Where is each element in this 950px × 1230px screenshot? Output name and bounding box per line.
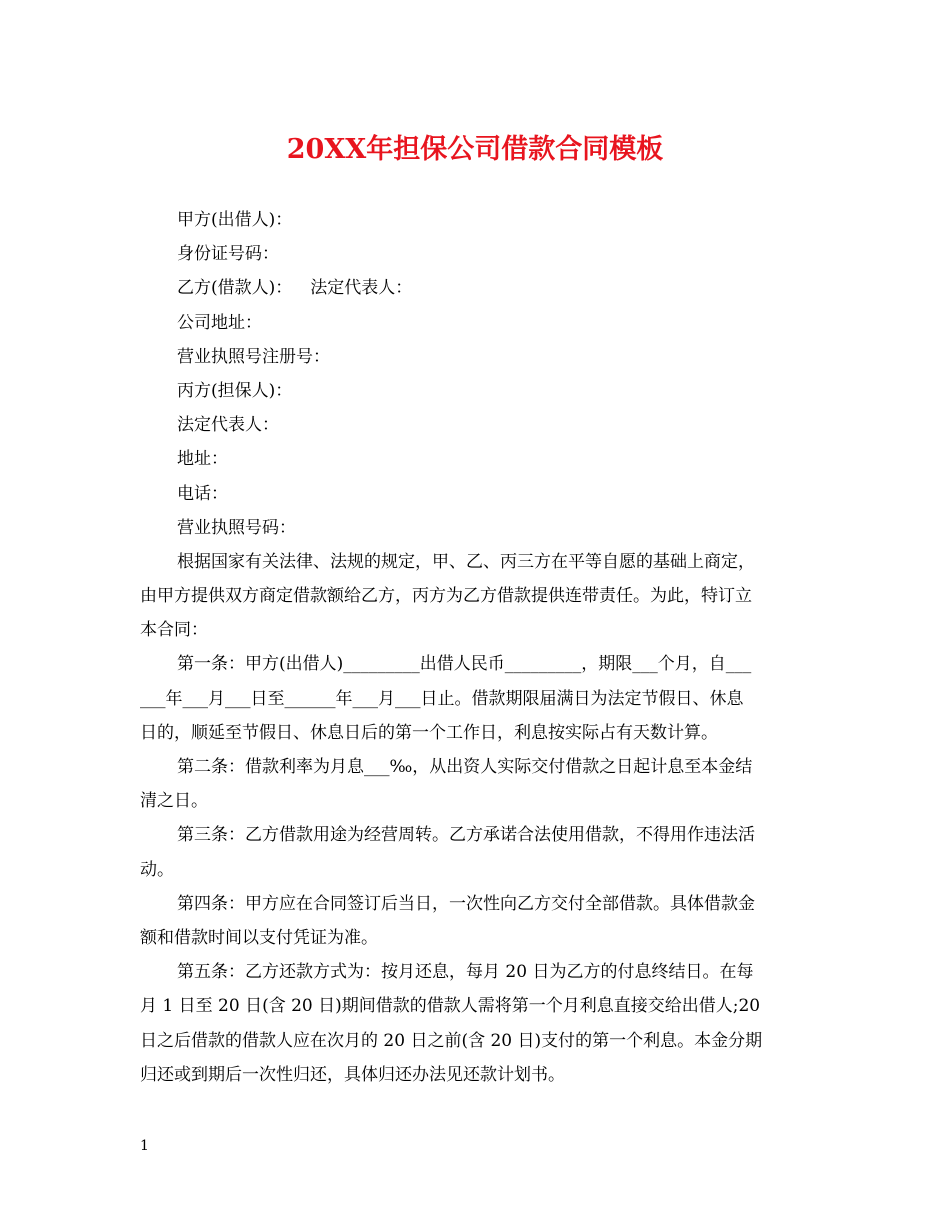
paragraph-line: 日之后借款的借款人应在次月的 20 日之前(含 20 日)支付的第一个利息。本金分期 — [140, 1030, 763, 1051]
field-company-address: 公司地址： — [177, 312, 262, 333]
paragraph-line: 第二条：借款利率为月息___‰，从出资人实际交付借款之日起计息至本金结 — [177, 757, 753, 777]
paragraph-line: 月 1 日至 20 日(含 20 日)期间借款的借款人需将第一个月利息直接交给出借人;20 — [140, 996, 761, 1017]
paragraph-article-1 — [140, 647, 812, 750]
field-phone: 电话： — [177, 483, 228, 504]
field-business-license: 营业执照号码： — [177, 517, 296, 538]
paragraph-line: 归还或到期后一次性归还，具体归还办法见还款计划书。 — [140, 1064, 565, 1085]
paragraph-line: 本合同： — [140, 620, 208, 641]
paragraph-article-4 — [140, 887, 812, 955]
field-legal-rep-guarantor: 法定代表人： — [177, 415, 279, 436]
paragraph-line: 第一条：甲方(出借人)_________出借人民币_________，期限___个月，自___ — [177, 654, 752, 675]
field-business-license-reg: 营业执照号注册号： — [177, 346, 330, 367]
paragraph-intro — [140, 545, 812, 648]
paragraph-line: 第五条：乙方还款方式为：按月还息，每月 20 日为乙方的付息终结日。在每 — [177, 962, 754, 983]
document-title: 20XX年担保公司借款合同模板 — [286, 134, 664, 165]
field-legal-rep-borrower: 法定代表人： — [310, 278, 413, 299]
paragraph-line: 第三条：乙方借款用途为经营周转。乙方承诺合法使用借款，不得用作违法活 — [177, 825, 755, 846]
field-address: 地址： — [177, 449, 228, 470]
paragraph-line: 根据国家有关法律、法规的规定，甲、乙、丙三方在平等自愿的基础上商定， — [177, 551, 755, 572]
paragraph-line: 清之日。 — [140, 791, 208, 812]
paragraph-article-3 — [140, 818, 812, 886]
field-lender: 甲方(出借人)： — [177, 210, 293, 230]
paragraph-line: 动。 — [140, 859, 174, 880]
paragraph-line: ___年___月___日至______年___月___日止。借款期限届满日为法定节假日、休息 — [140, 688, 744, 709]
contract-body — [140, 203, 812, 1092]
field-guarantor: 丙方(担保人)： — [177, 380, 293, 401]
paragraph-article-5 — [140, 955, 812, 1092]
paragraph-line: 额和借款时间以支付凭证为准。 — [140, 927, 378, 948]
paragraph-article-2 — [140, 750, 812, 818]
paragraph-line: 由甲方提供双方商定借款额给乙方，丙方为乙方借款提供连带责任。为此，特订立 — [140, 586, 752, 607]
field-id-number: 身份证号码： — [177, 244, 279, 265]
page-number: 1 — [140, 1138, 149, 1154]
paragraph-line: 日的，顺延至节假日、休息日后的第一个工作日，利息按实际占有天数计算。 — [140, 722, 718, 743]
field-borrower: 乙方(借款人)： — [177, 278, 293, 299]
field-borrower-row — [140, 271, 812, 305]
paragraph-line: 第四条：甲方应在合同签订后当日，一次性向乙方交付全部借款。具体借款金 — [177, 893, 755, 914]
